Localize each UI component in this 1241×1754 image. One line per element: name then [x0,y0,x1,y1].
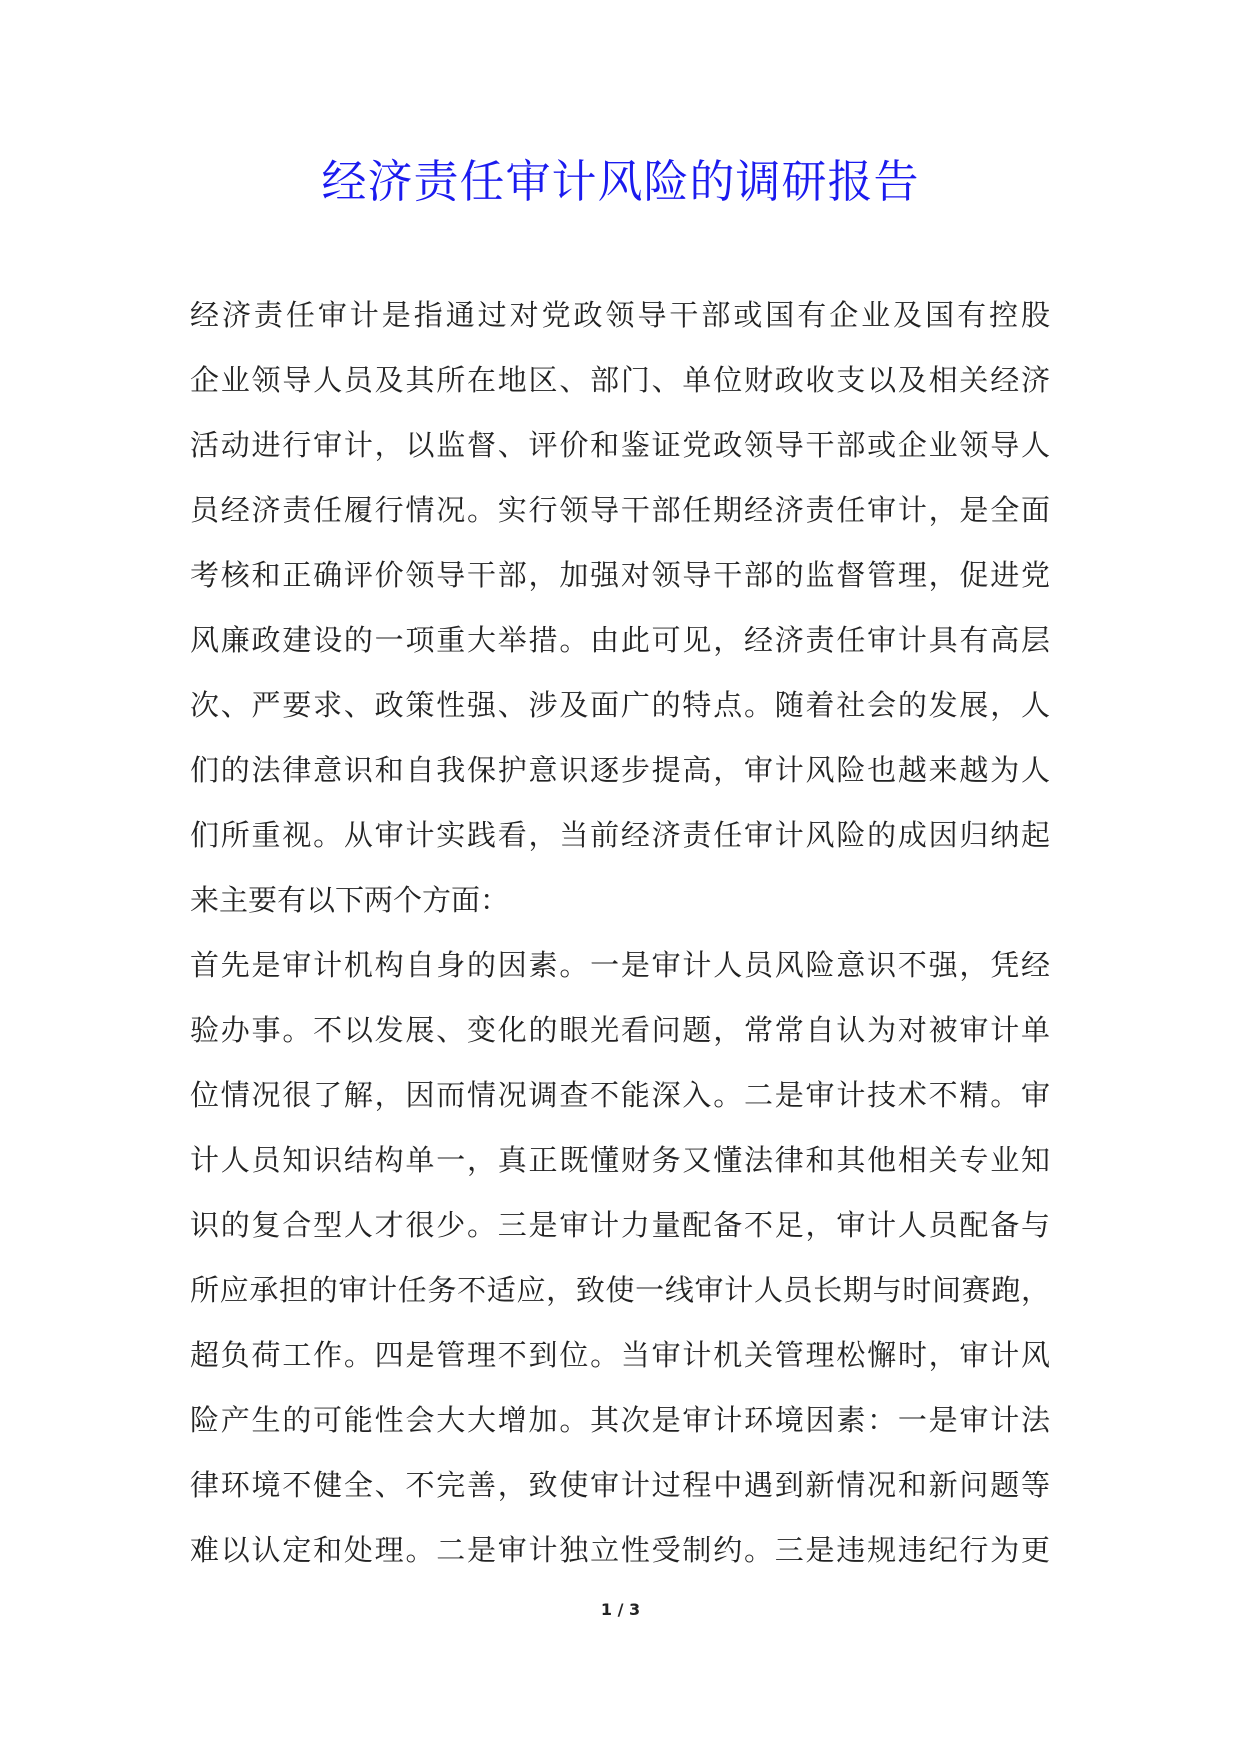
text-line: 识的复合型人才很少。三是审计力量配备不足，审计人员配备与 [190,1208,1050,1242]
text-line: 活动进行审计，以监督、评价和鉴证党政领导干部或企业领导人 [190,428,1050,462]
text-line: 来主要有以下两个方面： [190,883,510,917]
text-line: 考核和正确评价领导干部，加强对领导干部的监督管理，促进党 [190,558,1050,592]
document-body [190,283,1050,1583]
text-line: 超负荷工作。四是管理不到位。当审计机关管理松懈时，审计风 [190,1338,1050,1372]
page-number: 1 / 3 [600,1600,641,1619]
text-line: 律环境不健全、不完善，致使审计过程中遇到新情况和新问题等 [190,1468,1050,1502]
text-line: 次、严要求、政策性强、涉及面广的特点。随着社会的发展，人 [190,688,1050,722]
text-line: 企业领导人员及其所在地区、部门、单位财政收支以及相关经济 [190,363,1050,397]
text-line: 验办事。不以发展、变化的眼光看问题，常常自认为对被审计单 [190,1013,1050,1047]
text-line: 经济责任审计是指通过对党政领导干部或国有企业及国有控股 [190,298,1050,332]
text-line: 难以认定和处理。二是审计独立性受制约。三是违规违纪行为更 [190,1533,1050,1567]
text-line: 们所重视。从审计实践看，当前经济责任审计风险的成因归纳起 [190,818,1050,852]
text-line: 风廉政建设的一项重大举措。由此可见，经济责任审计具有高层 [190,623,1050,657]
document-title: 经济责任审计风险的调研报告 [321,155,920,208]
text-line: 首先是审计机构自身的因素。一是审计人员风险意识不强，凭经 [190,948,1050,982]
text-line: 员经济责任履行情况。实行领导干部任期经济责任审计，是全面 [190,493,1050,527]
text-line: 们的法律意识和自我保护意识逐步提高，审计风险也越来越为人 [190,753,1050,787]
text-line: 所应承担的审计任务不适应，致使一线审计人员长期与时间赛跑， [190,1273,1050,1307]
text-line: 计人员知识结构单一，真正既懂财务又懂法律和其他相关专业知 [190,1143,1050,1177]
text-line: 险产生的可能性会大大增加。其次是审计环境因素：一是审计法 [190,1403,1050,1437]
text-line: 位情况很了解，因而情况调查不能深入。二是审计技术不精。审 [190,1078,1050,1112]
